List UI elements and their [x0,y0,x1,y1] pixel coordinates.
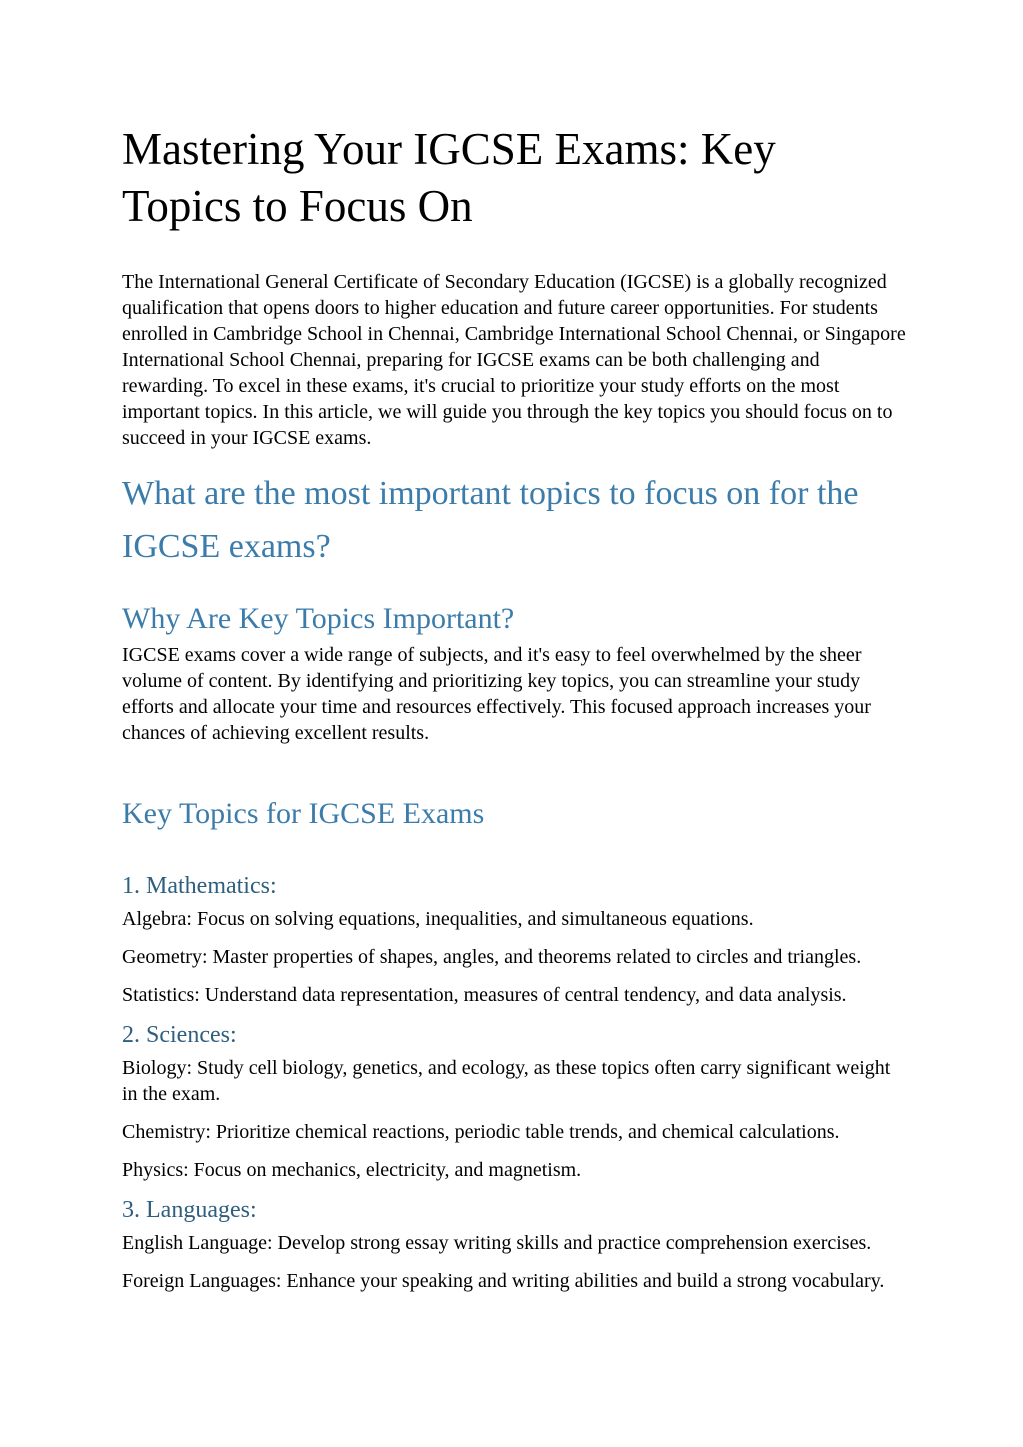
intro-paragraph: The International General Certificate of Secondary Education (IGCSE) is a globally recognized qualification that opens doors to higher education and future career opportunities. For students enrolled in Cambridge School in Chennai, Cambridge International School Chennai, or Singapore International School Chennai, preparing for IGCSE exams can be both challenging and rewarding. To excel in these exams, it's crucial to prioritize your study efforts on the most important topics. In this article, we will guide you through the key topics you should focus on to succeed in your IGCSE exams. [122,271,906,449]
subject-section-mathematics [122,871,906,1008]
subject-item-english-language: English Language: Develop strong essay writing skills and practice comprehension exercises. [122,1232,872,1254]
subject-item-physics: Physics: Focus on mechanics, electricity, and magnetism. [122,1159,582,1181]
page-title: Mastering Your IGCSE Exams: Key Topics to Focus On [122,124,776,231]
subject-section-languages [122,1195,906,1294]
subject-item-statistics: Statistics: Understand data representation, measures of central tendency, and data analysis. [122,984,847,1006]
why-key-topics-heading: Why Are Key Topics Important? [122,602,515,635]
subject-item-biology: Biology: Study cell biology, genetics, and ecology, as these topics often carry significant weight in the exam. [122,1057,891,1105]
subject-item-geometry: Geometry: Master properties of shapes, angles, and theorems related to circles and triangles. [122,946,862,968]
subject-heading-mathematics: 1. Mathematics: [122,873,277,899]
why-key-topics-paragraph: IGCSE exams cover a wide range of subjects, and it's easy to feel overwhelmed by the sheer volume of content. By identifying and prioritizing key topics, you can streamline your study efforts and allocate your time and resources effectively. This focused approach increases your chances of achieving excellent results. [122,644,871,744]
article [122,121,906,1294]
subject-item-chemistry: Chemistry: Prioritize chemical reactions, periodic table trends, and chemical calculations. [122,1121,840,1143]
subject-item-algebra: Algebra: Focus on solving equations, inequalities, and simultaneous equations. [122,908,754,930]
main-question-heading: What are the most important topics to focus on for the IGCSE exams? [122,475,859,565]
subject-heading-sciences: 2. Sciences: [122,1022,237,1048]
subject-heading-languages: 3. Languages: [122,1197,257,1223]
subject-item-foreign-languages: Foreign Languages: Enhance your speaking and writing abilities and build a strong vocabulary. [122,1270,885,1292]
subject-section-sciences [122,1020,906,1183]
key-topics-heading: Key Topics for IGCSE Exams [122,797,485,830]
